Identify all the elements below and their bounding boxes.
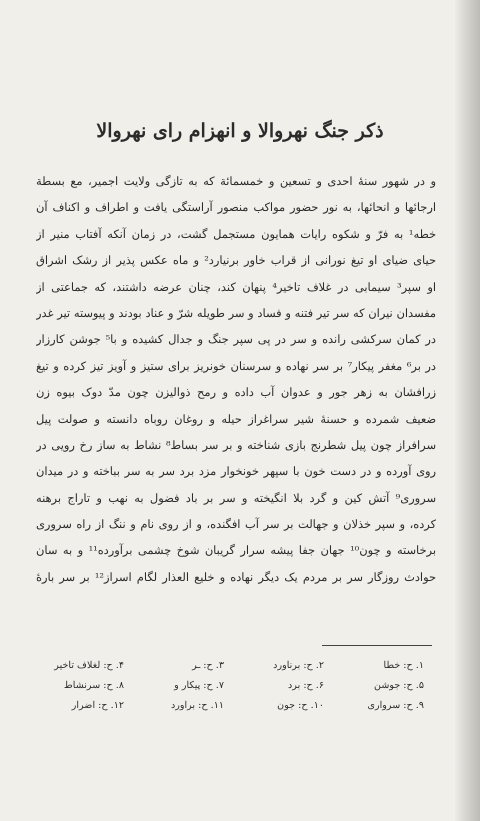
- text-line: روی آورده و در دست خون با سپهر خونخوار مزد برد سر به سر بباخته و در میدان: [36, 464, 436, 479]
- footnote: ۱. ح: خطا: [383, 660, 424, 671]
- text-line: برخاسته و چون¹⁰ جهان جفا پیشه سرار گریبان شوخ چشمی برآورده¹¹ و به سان: [36, 543, 436, 558]
- footnote: ۸. ح: سرنشاط: [63, 680, 124, 691]
- text-line: حوادث روزگار سر بر مردم یک دیگر نهاده و خلیع العذار لگام اسراز¹² بر سر بارهٔ: [36, 569, 436, 584]
- footnote: ۱۱. ح: براورد: [170, 700, 224, 711]
- text-line: سرافراز چون پیل شطرنج بازی شناخته و بر سر بساط⁸ نشاط به ساز رخ رویی در: [36, 437, 436, 452]
- text-line: کرده، و سپر خذلان و جهالت بر سر آب افگنده، و از روی نام و ننگ از راه سروری: [36, 517, 436, 532]
- text-line: او سپر³ سیمابی در غلاف تاخیر⁴ پنهان کند، چنان عرضه داشتند، که جماعتی از: [36, 279, 436, 294]
- chapter-heading: ذکر جنگ نهروالا و انهزام رای نهروالا: [96, 120, 384, 142]
- text-line: و در شهور سنهٔ احدی و تسعین و خمسمائة که به تازگی ولایت اجمیر، مع بسطة: [36, 174, 436, 188]
- footnote: ۱۲. ح: اضرار: [71, 700, 124, 711]
- footnotes: [36, 656, 436, 716]
- footnote-divider: [322, 645, 432, 646]
- footnote: ۹. ح: سرواری: [367, 700, 424, 711]
- text-line: سروری⁹ آتش کین و گرد بلا انگیخته و سر بر باد فضول به نهب و تاراج برهنه: [36, 490, 436, 505]
- footnote: ۶. ح: برد: [288, 680, 324, 691]
- text-line: ضعیف شمرده و حسنهٔ شیر سراغراز حیله و روغان روباه دانسته و صولت پیل: [36, 411, 436, 426]
- footnote: ۷. ح: پیکار و: [174, 680, 224, 691]
- text-line: مفسدان نیران که سر تیر فتنه و فساد و سر طویله شرّ و عناد بودند و پیوسته تیر غدر: [36, 305, 436, 320]
- footnote: ۵. ح: جوشن: [374, 680, 424, 691]
- text-line: زرافشان به زهر جور و عدوان آب داده و رمح ذوالیزن چون مدّ دوک بیوه زن: [36, 385, 436, 400]
- text-line: ارجائها و انحائها، به نور حضور مواکب منصور آراستگی یافت و اطراف و اکناف آن: [36, 200, 436, 215]
- footnote: ۳. ح: ـر: [192, 660, 224, 671]
- footnote: ۱۰. ح: جون: [277, 700, 324, 711]
- footnote: ۴. ح: لغلاف تاخیر: [54, 660, 124, 671]
- text-line: در کمان سرکشی رانده و سر در پی سپر جنگ و جدال کشیده و با⁵ جوشن کارزار: [36, 332, 436, 347]
- footnote: ۲. ح: برناورد: [273, 660, 324, 671]
- text-line: خطه¹ به فرّ و شکوه رایات همایون مستجمل گشت، در زمان آنکه آفتاب منیر از: [36, 226, 436, 241]
- text-line: در بر⁶ مغفر پیکار⁷ بر سر نهاده و سرسنان خونریز برای ستیز و آویز تیز کرده و تیغ: [36, 358, 436, 373]
- text-line: حیای ضیای او تیغ نورانی از قراب خاور برنیارد² و ماه عکس پذیر از رشک اشراق: [36, 253, 436, 268]
- body-paragraph: [36, 168, 436, 590]
